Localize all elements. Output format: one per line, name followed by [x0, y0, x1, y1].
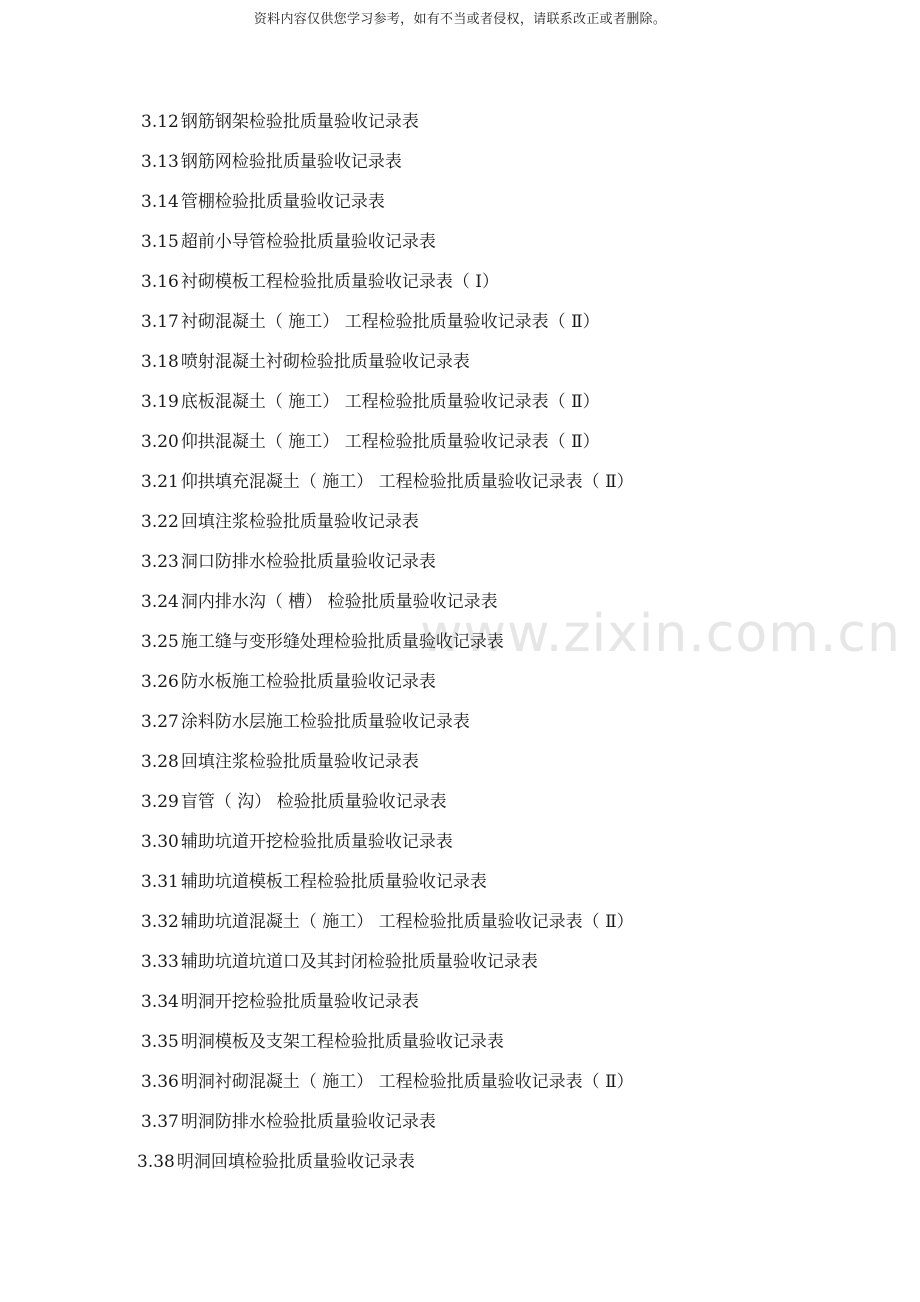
toc-item-title: 盲管（ 沟） 检验批质量验收记录表 [180, 792, 447, 812]
toc-item [141, 748, 634, 788]
toc-item [141, 348, 634, 388]
toc-item-title: 衬砌混凝土（ 施工） 工程检验批质量验收记录表（ Ⅱ） [180, 312, 600, 332]
toc-item-title: 仰拱填充混凝土（ 施工） 工程检验批质量验收记录表（ Ⅱ） [180, 472, 634, 492]
toc-item-title: 辅助坑道开挖检验批质量验收记录表 [180, 832, 453, 852]
toc-item [141, 788, 634, 828]
toc-item-title: 洞口防排水检验批质量验收记录表 [180, 552, 436, 572]
toc-item-number: 3.15 [141, 232, 179, 252]
toc-item-number: 3.23 [141, 552, 179, 572]
toc-item-number: 3.37 [141, 1112, 179, 1132]
toc-item-number: 3.26 [141, 672, 179, 692]
toc-item-number: 3.28 [141, 752, 179, 772]
toc-item [141, 628, 634, 668]
toc-item-title: 明洞衬砌混凝土（ 施工） 工程检验批质量验收记录表（ Ⅱ） [180, 1072, 634, 1092]
toc-item-number: 3.18 [141, 352, 179, 372]
table-of-contents [137, 108, 634, 1188]
toc-item-title: 辅助坑道混凝土（ 施工） 工程检验批质量验收记录表（ Ⅱ） [180, 912, 634, 932]
toc-item-number: 3.27 [141, 712, 179, 732]
toc-item-number: 3.19 [141, 392, 179, 412]
toc-item [141, 828, 634, 868]
toc-item-number: 3.21 [141, 472, 179, 492]
toc-item [141, 308, 634, 348]
toc-item-number: 3.36 [141, 1072, 179, 1092]
toc-item-title: 喷射混凝土衬砌检验批质量验收记录表 [180, 352, 470, 372]
toc-item-number: 3.25 [141, 632, 179, 652]
toc-item [141, 988, 634, 1028]
toc-item-title: 施工缝与变形缝处理检验批质量验收记录表 [180, 632, 504, 652]
toc-item [141, 668, 634, 708]
toc-item-title: 洞内排水沟（ 槽） 检验批质量验收记录表 [180, 592, 498, 612]
toc-item-title: 辅助坑道模板工程检验批质量验收记录表 [180, 872, 487, 892]
toc-item-title: 明洞防排水检验批质量验收记录表 [180, 1112, 436, 1132]
toc-item-number: 3.38 [137, 1152, 175, 1172]
toc-item-title: 明洞开挖检验批质量验收记录表 [180, 992, 419, 1012]
toc-item-title: 回填注浆检验批质量验收记录表 [180, 752, 419, 772]
toc-item-title: 明洞模板及支架工程检验批质量验收记录表 [180, 1032, 504, 1052]
toc-item-title: 辅助坑道坑道口及其封闭检验批质量验收记录表 [180, 952, 538, 972]
toc-item [141, 108, 634, 148]
toc-item-title: 明洞回填检验批质量验收记录表 [176, 1152, 415, 1172]
disclaimer-header: 资料内容仅供您学习参考，如有不当或者侵权，请联系改正或者删除。 [253, 12, 667, 27]
toc-item-number: 3.13 [141, 152, 179, 172]
toc-item-number: 3.14 [141, 192, 179, 212]
toc-item [141, 548, 634, 588]
toc-item [141, 268, 634, 308]
toc-item-number: 3.24 [141, 592, 179, 612]
toc-item [141, 428, 634, 468]
toc-item-number: 3.34 [141, 992, 179, 1012]
toc-item [141, 868, 634, 908]
toc-item-number: 3.29 [141, 792, 179, 812]
toc-item [141, 708, 634, 748]
toc-item-title: 防水板施工检验批质量验收记录表 [180, 672, 436, 692]
toc-item-number: 3.31 [141, 872, 179, 892]
toc-item-title: 涂料防水层施工检验批质量验收记录表 [180, 712, 470, 732]
toc-item [141, 508, 634, 548]
toc-item [141, 228, 634, 268]
toc-item-number: 3.20 [141, 432, 179, 452]
toc-item-number: 3.12 [141, 112, 179, 132]
toc-item-number: 3.22 [141, 512, 179, 532]
toc-item-title: 衬砌模板工程检验批质量验收记录表（ Ⅰ） [180, 272, 499, 292]
toc-item [137, 1148, 634, 1188]
toc-item [141, 588, 634, 628]
toc-item-number: 3.30 [141, 832, 179, 852]
toc-item [141, 908, 634, 948]
toc-item [141, 388, 634, 428]
toc-item-number: 3.35 [141, 1032, 179, 1052]
toc-item-title: 管棚检验批质量验收记录表 [180, 192, 385, 212]
toc-item [141, 1108, 634, 1148]
toc-item-number: 3.16 [141, 272, 179, 292]
toc-item-number: 3.17 [141, 312, 179, 332]
toc-item-title: 回填注浆检验批质量验收记录表 [180, 512, 419, 532]
toc-item-title: 钢筋钢架检验批质量验收记录表 [180, 112, 419, 132]
toc-item-title: 底板混凝土（ 施工） 工程检验批质量验收记录表（ Ⅱ） [180, 392, 600, 412]
toc-item-title: 仰拱混凝土（ 施工） 工程检验批质量验收记录表（ Ⅱ） [180, 432, 600, 452]
toc-item [141, 188, 634, 228]
toc-item-title: 钢筋网检验批质量验收记录表 [180, 152, 402, 172]
toc-item [141, 148, 634, 188]
toc-item [141, 1028, 634, 1068]
watermark: www.zixin.com.cn [420, 604, 901, 664]
toc-item [141, 1068, 634, 1108]
toc-item-number: 3.32 [141, 912, 179, 932]
toc-item-number: 3.33 [141, 952, 179, 972]
toc-item-title: 超前小导管检验批质量验收记录表 [180, 232, 436, 252]
toc-item [141, 948, 634, 988]
toc-item [141, 468, 634, 508]
